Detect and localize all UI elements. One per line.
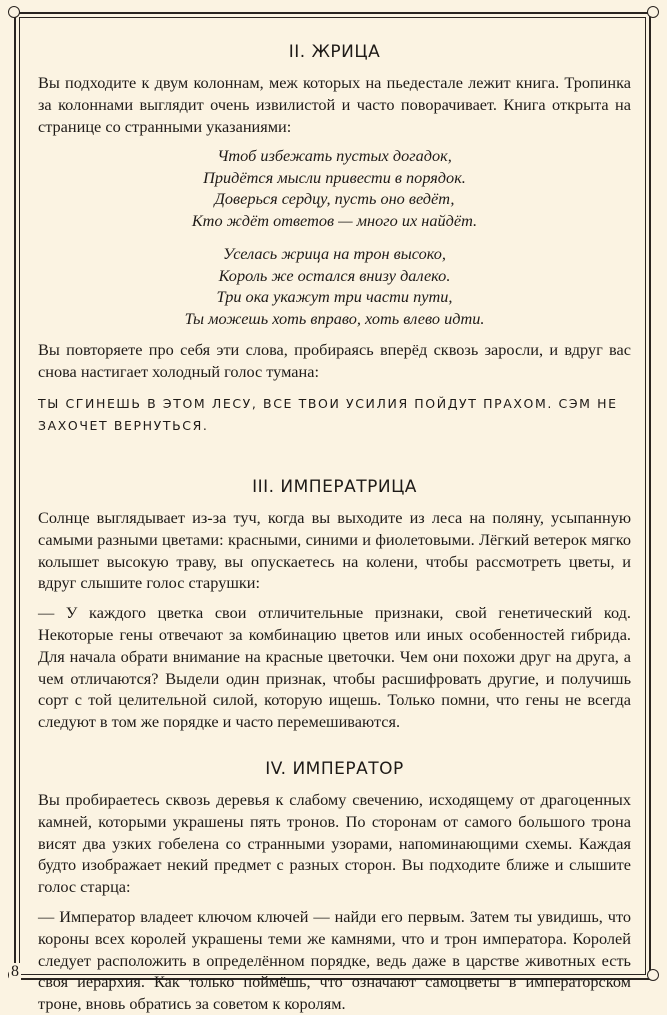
page-number: 8 bbox=[11, 963, 19, 980]
paragraph: Солнце выглядывает из-за туч, когда вы выходите из леса на поляну, усыпанную самыми разными цветами: красными, синими и фиолетовыми. Лёгкий ветерок мягко колышет высокую траву, вы опускаетесь на колени, чтобы рассмотреть цветы, и вдруг слышите голос старушки: bbox=[38, 507, 631, 593]
section-heading-emperor: IV. ИМПЕРАТОР bbox=[265, 758, 404, 779]
corner-ornament bbox=[647, 969, 659, 981]
corner-ornament bbox=[8, 6, 20, 18]
handwritten-note: ТЫ СГИНЕШЬ В ЭТОМ ЛЕСУ, ВСЕ ТВОИ УСИЛИЯ ПОЙДУТ ПРАХОМ. СЭМ НЕ ЗАХОЧЕТ ВЕРНУТЬСЯ. bbox=[38, 395, 618, 433]
section-heading-priestess: II. ЖРИЦА bbox=[288, 42, 381, 62]
verse-line: Придётся мысли привести в порядок. bbox=[203, 167, 466, 187]
section-heading-empress: III. ИМПЕРАТРИЦА bbox=[252, 476, 417, 497]
verse-line: Король же остался внизу далеко. bbox=[218, 265, 451, 285]
paragraph: Вы пробираетесь сквозь деревья к слабому свечению, исходящему от драгоценных камней, которыми украшены пять тронов. По сторонам от самого большого трона висят два узких гобелена со странными узорами, напоминающими схемы. Каждая будто изображает некий предмет с разных сторон. Вы подходите ближе и слышите голос старца: bbox=[38, 789, 631, 897]
paragraph: — Император владеет ключом ключей — найди его первым. Затем ты увидишь, что короны всех королей украшены теми же камнями, что и трон императора. Королей следует расположить в определённом порядке, ведь даже в царстве животных есть своя иерархия. Как только поймёшь, что означают самоцветы в императорском троне, вновь обратись за советом к королям. bbox=[38, 906, 631, 1014]
corner-ornament bbox=[647, 6, 659, 18]
verse-line: Три ока укажут три части пути, bbox=[216, 287, 453, 307]
page-content bbox=[38, 40, 631, 1015]
verse-stanza bbox=[38, 243, 631, 329]
verse-line: Чтоб избежать пустых догадок, bbox=[217, 146, 452, 166]
paragraph: Вы повторяете про себя эти слова, пробираясь вперёд сквозь заросли, и вдруг вас снова настигает холодный голос тумана: bbox=[38, 340, 631, 382]
paragraph: Вы подходите к двум колоннам, меж которых на пьедестале лежит книга. Тропинка за колоннами выглядит очень извилистой и часто поворачивает. Книга открыта на странице со странными указаниями: bbox=[38, 73, 631, 136]
verse-line: Доверься сердцу, пусть оно ведёт, bbox=[214, 189, 455, 209]
verse-line: Уселась жрица на трон высоко, bbox=[223, 244, 446, 264]
verse-line: Кто ждёт ответов — много их найдёт. bbox=[191, 210, 478, 230]
paragraph: — У каждого цветка свои отличительные признаки, свой генетический код. Некоторые гены отвечают за комбинацию цветов или иных особенностей гибрида. Для начала обрати внимание на красные цветочки. Чем они похожи друг на друга, а чем отличаются? Выдели один признак, чтобы расшифровать другие, и получишь сорт с той целительной силой, которую ищешь. Только помни, что гены не всегда следуют в том же порядке и часто перемешиваются. bbox=[38, 603, 631, 732]
verse-line: Ты можешь хоть вправо, хоть влево идти. bbox=[184, 308, 485, 328]
verse-stanza bbox=[38, 145, 631, 231]
